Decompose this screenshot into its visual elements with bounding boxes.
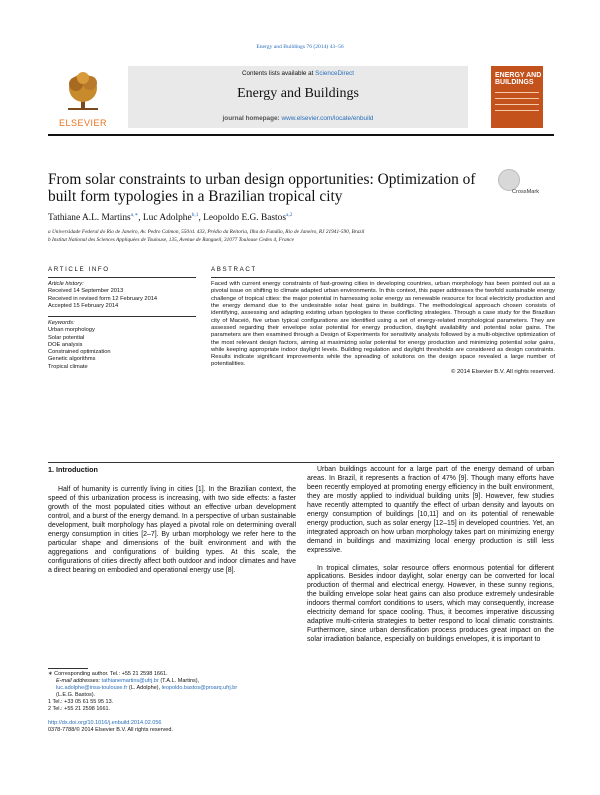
doi-link[interactable]: http://dx.doi.org/10.1016/j.enbuild.2014.02.056: [48, 719, 162, 726]
contents-line: [128, 70, 468, 77]
tel-note: 1 Tel.: +33 05 61 55 95 13.: [48, 699, 114, 706]
email-link[interactable]: leopoldo.bastos@proarq.ufrj.br: [161, 685, 238, 692]
email-owner: (L.E.G. Bastos).: [56, 692, 96, 699]
paragraph: Half of humanity is currently living in cities [1]. In the Brazilian context, the speed of this urbanization process is increasing, with two side effects: a faster growth of the most populated cities without an effective urban development control, and a burst of the energy demand. In a perspective of urban sustainable development, built morphology has played a pivotal role on determining overall energy consumption in cities [2–7]. By urban morphology we refer here to the particular shape and dimensions of the built environment and with the aggregations and configurations of building types. At this scale, the configurations of cities directly affect both outdoor and indoor climates and have a direct bearing on embodied and operational energy use [8].: [48, 485, 296, 574]
footnote-rule: [48, 668, 88, 669]
article-history: [48, 281, 196, 310]
author-affiliation-mark[interactable]: a,2: [285, 212, 293, 218]
article-info-divider: [48, 316, 196, 317]
publisher-name: ELSEVIER: [58, 118, 108, 128]
abstract-copyright: © 2014 Elsevier B.V. All rights reserved.: [451, 368, 555, 375]
crossmark-badge[interactable]: [498, 169, 550, 197]
cover-rule: [495, 104, 539, 105]
homepage-prefix: journal homepage:: [222, 115, 282, 122]
author-name: , Luc Adolphe: [138, 213, 192, 224]
left-column: [48, 466, 296, 575]
keyword: Solar potential: [48, 334, 85, 341]
article-title: From solar constraints to urban design opportunities: Optimization of built form typologies in a Brazilian tropical city: [48, 171, 476, 205]
cover-rule: [495, 98, 539, 99]
journal-banner: [128, 66, 468, 128]
email-link[interactable]: tathianemartins@ufrj.br: [101, 678, 159, 685]
keyword: Constrained optimization: [48, 349, 111, 356]
keywords-label: Keywords:: [48, 320, 75, 326]
email-line: [48, 678, 296, 699]
crossmark-icon: [498, 169, 520, 191]
sciencedirect-link[interactable]: ScienceDirect: [315, 70, 354, 77]
section-heading: 1. Introduction: [48, 465, 98, 474]
issn-line: 0378-7788/© 2014 Elsevier B.V. All rights reserved.: [48, 726, 173, 733]
journal-cover: [491, 66, 543, 128]
keyword: Tropical climate: [48, 363, 88, 370]
keyword: Genetic algorithms: [48, 356, 96, 363]
homepage-line: [128, 115, 468, 122]
masthead-rule: [48, 134, 554, 136]
cover-rule: [495, 110, 539, 111]
paragraph: In tropical climates, solar resource offers enormous potential for different applications. Besides indoor daylight, solar energy can be converted for local production of thermal and electrical energy. However, in these sunny regions, the building envelope solar heat gains can also produce extremely undesirable indoors thermal comfort conditions to users, which may consequently, increase electricity demand for space cooling. Thus, it becomes imperative discussing adaptive multi-criteria strategies to better respond to local climatic constraints. Furthermore, since urban densification process produces great impact on the solar irradiation balance, especially on buildings envelopes, it is important to: [307, 564, 554, 644]
right-column: [307, 466, 554, 645]
journal-title: Energy and Buildings: [237, 86, 359, 101]
history-item: Received 14 September 2013: [48, 288, 124, 295]
author-affiliation-mark[interactable]: b,1: [191, 212, 199, 218]
history-label: Article history:: [48, 281, 84, 287]
abstract-body: Faced with current energy constraints of fast-growing cities in developing countries, urban morphology has been pointed out as a pivotal issue on shifting to climate adapted urban environments. In this context, this paper addresses the twofold sustainable energy challenge of tropical cities: the major potential in harnessing solar energy as renewable resource for local electricity production and the energy demand due to the undesirable solar heat gains in buildings. The methodological approach chosen consists of identifying, assessing and adapting existing urban typologies to these conflicting strategies. Through a case study for the Brazilian city of Maceió, five urban typical configurations are identified using a set of energy-related morphological parameters. They are assessed regarding their envelope solar potential for energy production, daylight availability and potential solar gains. The parameters are then examined through a Design of Experiments for sensitivity analysis followed by a multi-objective optimization of the most relevant design factors, aiming at maximizing solar potential for energy production and minimizing potential solar gains, while keeping appropriate indoor daylight levels. Building regulation and daylight thresholds are considered as design constraints. Results indicate significant improvements while the spreading of solutions on the design space revealed a large number of potentialities.: [211, 281, 555, 368]
article-info-rule: [48, 277, 196, 278]
author-name: , Leopoldo E.G. Bastos: [198, 213, 286, 224]
email-owner: (T.A.L. Martins),: [158, 678, 200, 685]
email-link[interactable]: luc.adolphe@insa-toulouse.fr: [56, 685, 128, 692]
masthead: [48, 66, 554, 128]
crossmark-label: CrossMark: [512, 189, 540, 195]
corresponding-note: ∗ Corresponding author. Tel.: +55 21 2598 1661.: [48, 671, 168, 677]
author-affiliation-mark[interactable]: a,∗: [130, 212, 139, 218]
history-item: Accepted 15 February 2014: [48, 302, 119, 309]
tel-note: 2 Tel.: +55 21 2598 1661.: [48, 706, 111, 713]
email-owner: (L. Adolphe),: [127, 685, 162, 692]
paragraph: Urban buildings account for a large part of the energy demand of urban areas. In Brazil, it represents a fraction of 47% [9]. Though many efforts have been recently employed at promoting energy efficiency in the built environment, they are mostly applied to individual building units [9]. However, few studies have recently attempted to quantify the effect of urban density and layouts on energy consumption of buildings [10,11] and on its potential of renewable energy production, such as solar energy [12–15] in developed countries. Yet, an integrated approach on how urban morphology takes part on minimizing energy demand in buildings and maximizing local energy production is still less expressive.: [307, 466, 554, 554]
author-list: [48, 212, 293, 223]
homepage-link[interactable]: www.elsevier.com/locate/enbuild: [281, 115, 374, 122]
article-info-heading: ARTICLE INFO: [48, 266, 110, 273]
email-label: E-mail addresses:: [56, 678, 102, 685]
author-name: Tathiane A.L. Martins: [48, 213, 131, 224]
keyword: DOE analysis: [48, 341, 83, 348]
publisher-logo: [48, 66, 118, 128]
footnotes: [48, 671, 296, 734]
elsevier-tree-icon: [62, 70, 104, 112]
keyword: Urban morphology: [48, 327, 95, 334]
abstract-heading: ABSTRACT: [211, 266, 257, 273]
history-item: Received in revised form 12 February 2014: [48, 295, 158, 302]
keywords: [48, 320, 196, 371]
contents-prefix: Contents lists available at: [241, 70, 316, 77]
cover-title: ENERGY AND BUILDINGS: [495, 72, 542, 86]
affiliation: b Institut National des Sciences Appliquées de Toulouse, 135, Avenue de Rangueil, 31077 Toulouse Cedex 4, France: [48, 237, 294, 243]
cover-rule: [495, 92, 539, 93]
abstract-text: [211, 281, 555, 376]
abstract-bottom-rule: [48, 462, 554, 463]
abstract-rule: [211, 277, 555, 278]
running-header: Energy and Buildings 76 (2014) 43–56: [256, 44, 344, 50]
affiliation: a Universidade Federal do Rio de Janeiro, Av. Pedro Calmon, 550/sl. 433, Prédio da Reitoria, Ilha do Fundão, Rio de Janeiro, RJ 21941-590, Brazil: [48, 229, 365, 235]
